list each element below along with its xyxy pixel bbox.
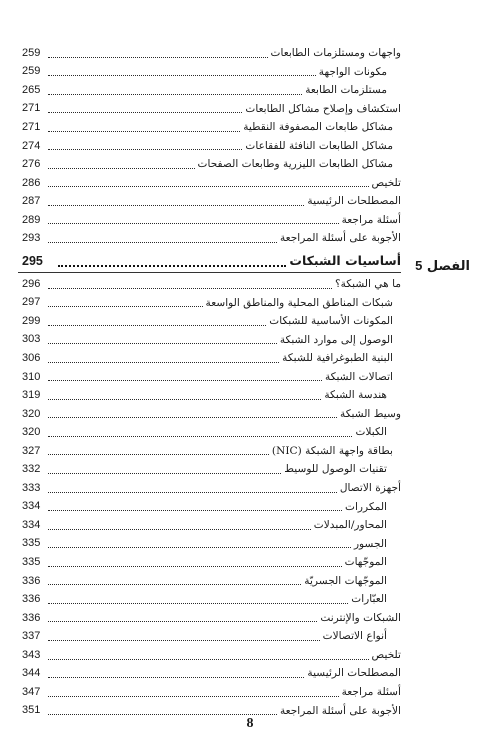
toc-entry (18, 229, 401, 248)
toc-entry (18, 386, 401, 405)
toc-entry-page: 296 (22, 277, 41, 290)
dot-leader (48, 583, 301, 585)
toc-entry-page: 319 (22, 389, 41, 402)
toc-entry-title: وسيط الشبكة (340, 407, 401, 420)
toc-entry-page: 334 (22, 518, 41, 531)
dot-leader (48, 565, 342, 567)
toc-entry (18, 349, 401, 368)
dot-leader (48, 130, 240, 132)
toc-entry-title: الموجّهات الجسريّة (304, 574, 387, 587)
toc-entry-title: الوصول إلى موارد الشبكة (279, 333, 393, 346)
toc-entry-title: الأجوبة على أسئلة المراجعة (279, 704, 401, 717)
toc-entry (18, 590, 401, 609)
toc-entry-title: بطاقة واجهة الشبكة (NIC) (271, 444, 393, 457)
toc-entry-page: 299 (22, 314, 41, 327)
toc-entry (18, 627, 401, 646)
dot-leader (48, 93, 302, 95)
toc-entry (18, 44, 401, 63)
toc-entry (18, 423, 401, 442)
toc-entry-page: 320 (22, 426, 41, 439)
dot-leader (48, 509, 342, 511)
toc-entry-page: 259 (22, 46, 41, 59)
toc-entry-page: 297 (22, 296, 41, 309)
toc-entry-title: اتصالات الشبكة (324, 370, 393, 383)
dot-leader (48, 491, 337, 493)
toc-entry-page: 303 (22, 333, 41, 346)
toc-entry-title: المصطلحات الرئيسية (307, 195, 401, 208)
toc-entry-title: الشبكات والإنترنت (320, 611, 401, 624)
toc-entry-title: هندسة الشبكة (324, 389, 387, 402)
toc-entry (18, 553, 401, 572)
toc-entry-page: 335 (22, 555, 41, 568)
toc-entry (18, 192, 401, 211)
toc-entry-page: 336 (22, 593, 41, 606)
toc-entry-page: 327 (22, 444, 41, 457)
dot-leader (48, 453, 269, 455)
toc-entry-page: 289 (22, 213, 41, 226)
toc-entry-page: 334 (22, 500, 41, 513)
chapter-number: 5 (415, 258, 423, 273)
toc-entry-page: 306 (22, 351, 41, 364)
toc-entry-title: أسئلة مراجعة (341, 213, 401, 226)
dot-leader (48, 287, 332, 289)
toc-entry (18, 535, 401, 554)
toc-entry-page: 344 (22, 667, 41, 680)
toc-entry-page: 271 (22, 120, 41, 133)
toc-entry (18, 572, 401, 591)
dot-leader (48, 713, 277, 715)
toc-entry-page: 332 (22, 463, 41, 476)
toc-entry-title: المكررات (344, 500, 387, 513)
toc-entry (18, 460, 401, 479)
dot-leader (48, 222, 339, 224)
toc-entry-page: 287 (22, 195, 41, 208)
toc-entry (18, 211, 401, 230)
dot-leader (48, 111, 242, 113)
toc-entry (18, 516, 401, 535)
toc-entry-page: 293 (22, 232, 41, 245)
toc-entry-page: 351 (22, 704, 41, 717)
toc-entry-title: أجهزة الاتصال (339, 482, 401, 494)
toc-entry-title: المحاور/المبدلات (313, 519, 387, 532)
dot-leader (48, 435, 352, 437)
toc-entry (18, 479, 401, 498)
chapter-word: الفصل (426, 259, 470, 274)
dot-leader (48, 204, 304, 206)
toc-entry-title: تلخيص (371, 176, 401, 189)
toc-entry-title: تقنيات الوصول للوسيط (284, 463, 387, 476)
dot-leader (48, 676, 304, 678)
toc-entry (18, 137, 401, 156)
page-folio: 8 (246, 716, 254, 731)
dot-leader (48, 324, 266, 326)
toc-entry (18, 665, 401, 684)
toc-entry-title: شبكات المناطق المحلية والمناطق الواسعة (205, 296, 393, 309)
toc-entry-page: 335 (22, 537, 41, 550)
dot-leader (48, 472, 281, 474)
dot-leader (48, 361, 279, 363)
dot-leader (58, 264, 286, 267)
toc-entry (18, 63, 401, 82)
dot-leader (48, 658, 369, 660)
toc-entry-page: 265 (22, 83, 41, 96)
dot-leader (48, 167, 195, 169)
toc-entry-page: 286 (22, 176, 41, 189)
toc-entry (18, 405, 401, 424)
toc-entry-page: 337 (22, 630, 41, 643)
toc-entry-title: ما هي الشبكة؟ (334, 277, 401, 290)
toc-entry-title: الموجّهات (344, 556, 387, 569)
dot-leader (48, 528, 311, 530)
toc-entry (18, 646, 401, 665)
toc-entry-title: العبّارات (351, 593, 387, 606)
dot-leader (48, 695, 339, 697)
dot-leader (48, 620, 317, 622)
toc-entry (18, 368, 401, 387)
toc-entry-title: واجهات ومستلزمات الطابعات (270, 46, 401, 59)
toc-entry (18, 498, 401, 517)
dot-leader (48, 185, 369, 187)
toc-entry-title: مشاكل الطابعات النافثة للفقاعات (245, 139, 393, 152)
chapter-label (379, 258, 470, 274)
toc-entry-title: البنية الطبوغرافية للشبكة (282, 352, 393, 365)
toc-entry-page: 343 (22, 648, 41, 661)
toc-section-after (18, 275, 401, 720)
toc-entry (18, 155, 401, 174)
toc-entry-title: مكونات الواجهة (318, 65, 387, 78)
toc-entry (18, 174, 401, 193)
toc-entry-title: مشاكل طابعات المصفوفة النقطية (243, 121, 393, 134)
toc-entry (18, 312, 401, 331)
toc-entry-title: أنواع الاتصالات (322, 630, 387, 643)
toc-entry-title: أسئلة مراجعة (341, 686, 401, 699)
toc-entry (18, 331, 401, 350)
toc-entry-title: الأجوبة على أسئلة المراجعة (279, 232, 401, 245)
toc-entry-page: 347 (22, 685, 41, 698)
toc-entry-title: الكبلات (355, 426, 387, 439)
dot-leader (48, 148, 242, 150)
dot-leader (48, 398, 321, 400)
toc-entry-page: 276 (22, 158, 41, 171)
toc-entry (18, 118, 401, 137)
toc-entry-page: 310 (22, 370, 41, 383)
toc-entry (18, 294, 401, 313)
table-of-contents (18, 44, 401, 720)
toc-section-before (18, 44, 401, 248)
toc-entry-title: الجسور (353, 537, 387, 550)
dot-leader (48, 241, 277, 243)
chapter-page-number: 295 (22, 253, 43, 268)
dot-leader (48, 546, 351, 548)
toc-entry-title: استكشاف وإصلاح مشاكل الطابعات (245, 102, 401, 115)
toc-entry-page: 271 (22, 102, 41, 115)
toc-entry-title: المصطلحات الرئيسية (307, 667, 401, 680)
toc-entry-title: مستلزمات الطابعة (305, 84, 387, 97)
dot-leader (48, 379, 322, 381)
toc-entry-page: 274 (22, 139, 41, 152)
chapter-title: أساسيات الشبكات (289, 252, 401, 268)
dot-leader (48, 342, 277, 344)
toc-entry-page: 259 (22, 65, 41, 78)
toc-entry-title: المكونات الأساسية للشبكات (269, 315, 393, 328)
toc-entry-page: 336 (22, 574, 41, 587)
toc-entry (18, 683, 401, 702)
toc-entry (18, 609, 401, 628)
toc-entry (18, 100, 401, 119)
dot-leader (48, 602, 348, 604)
toc-entry (18, 275, 401, 294)
chapter-heading-row (18, 250, 401, 273)
toc-entry-title: مشاكل الطابعات الليزرية وطابعات الصفحات (197, 158, 393, 171)
toc-entry-page: 320 (22, 407, 41, 420)
dot-leader (48, 74, 316, 76)
toc-entry-title: تلخيص (371, 648, 401, 661)
dot-leader (48, 416, 337, 418)
dot-leader (48, 305, 203, 307)
toc-entry-page: 333 (22, 481, 41, 494)
dot-leader (48, 639, 320, 641)
dot-leader (48, 56, 268, 58)
toc-entry-page: 336 (22, 611, 41, 624)
toc-entry (18, 442, 401, 461)
toc-entry (18, 81, 401, 100)
